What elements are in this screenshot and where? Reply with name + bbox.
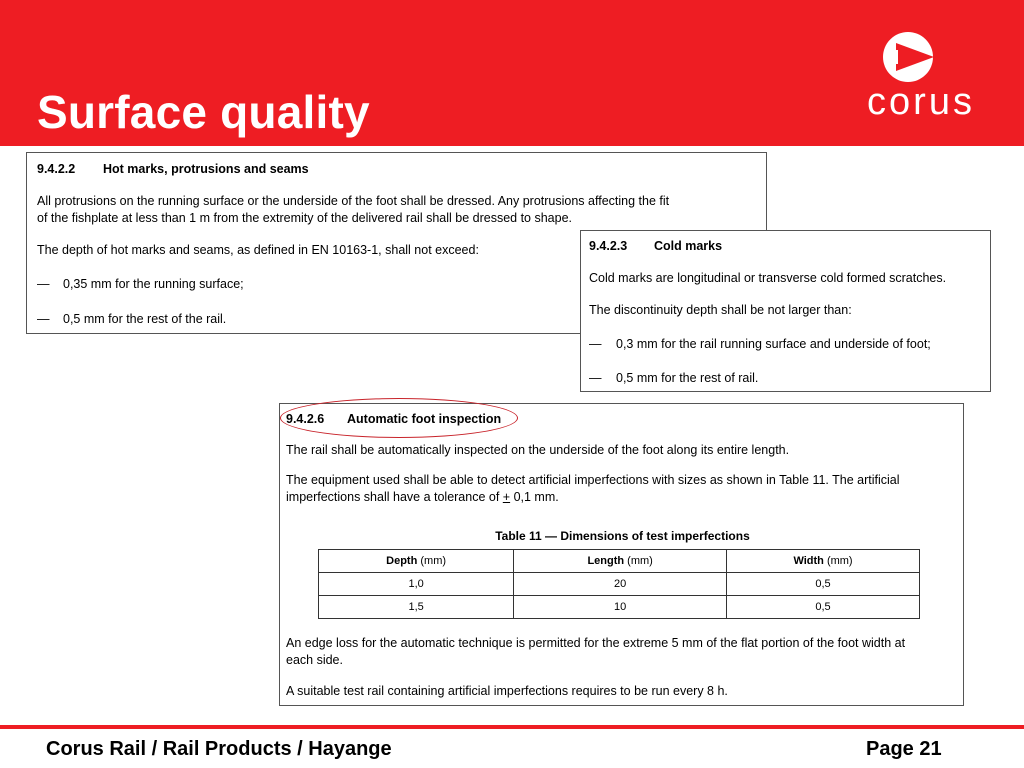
tolerance-text: imperfections shall have a tolerance of — [286, 490, 503, 504]
table-row — [319, 596, 920, 619]
highlight-ellipse — [280, 398, 518, 438]
table-caption: Table 11 — Dimensions of test imperfections — [495, 529, 750, 543]
footer-divider — [0, 725, 1024, 729]
section-cold-marks — [580, 230, 991, 392]
slide-header — [0, 0, 1024, 146]
table-cell: 0,5 — [727, 573, 920, 596]
imperfections-table — [318, 549, 920, 619]
section-title: Automatic foot inspection — [347, 412, 502, 426]
corus-logo — [856, 30, 986, 125]
table-cell: 10 — [514, 596, 727, 619]
table-cell: 20 — [514, 573, 727, 596]
list-dash: — — [37, 312, 50, 326]
list-item: 0,5 mm for the rest of rail. — [616, 371, 759, 385]
plus-minus-sign: + — [502, 490, 511, 504]
paragraph-line: All protrusions on the running surface or the underside of the foot shall be dressed. Any protrusions affecting the fit — [37, 194, 670, 208]
slide-title: Surface quality — [37, 86, 370, 138]
paragraph: Cold marks are longitudinal or transverse cold formed scratches. — [589, 271, 947, 285]
footer-title: Corus Rail / Rail Products / Hayange — [46, 738, 392, 760]
paragraph: The discontinuity depth shall be not larger than: — [589, 303, 852, 317]
paragraph-line — [286, 489, 559, 506]
table-header-cell: Width (mm) — [727, 550, 920, 573]
paragraph-line: of the fishplate at less than 1 m from the extremity of the delivered rail shall be dressed to shape. — [37, 211, 573, 225]
section-automatic-foot-inspection — [279, 403, 964, 706]
section-number: 9.4.2.2 — [37, 162, 76, 176]
paragraph: The depth of hot marks and seams, as defined in EN 10163-1, shall not exceed: — [37, 243, 479, 257]
list-dash: — — [589, 337, 602, 351]
paragraph: The rail shall be automatically inspected on the underside of the foot along its entire length. — [286, 443, 790, 457]
table-header-row — [319, 550, 920, 573]
paragraph-line: An edge loss for the automatic technique is permitted for the extreme 5 mm of the flat portion of the foot width at — [286, 636, 906, 650]
section-number: 9.4.2.6 — [286, 412, 325, 426]
table-cell: 1,5 — [319, 596, 514, 619]
list-item: 0,3 mm for the rail running surface and underside of foot; — [616, 337, 931, 351]
section-number: 9.4.2.3 — [589, 239, 628, 253]
list-item: 0,35 mm for the running surface; — [63, 277, 244, 291]
section-title: Hot marks, protrusions and seams — [103, 162, 309, 176]
table-header-cell: Length (mm) — [514, 550, 727, 573]
list-item: 0,5 mm for the rest of the rail. — [63, 312, 227, 326]
table-header-cell: Depth (mm) — [319, 550, 514, 573]
page-number: Page 21 — [866, 738, 942, 760]
logo-wordmark: corus — [867, 81, 975, 123]
table-row — [319, 573, 920, 596]
tolerance-value: 0,1 mm. — [510, 490, 559, 504]
paragraph-line: The equipment used shall be able to detect artificial imperfections with sizes as shown in Table 11. The artificial — [286, 473, 900, 487]
list-dash: — — [37, 277, 50, 291]
paragraph: A suitable test rail containing artificial imperfections requires to be run every 8 h. — [286, 684, 728, 698]
table-cell: 1,0 — [319, 573, 514, 596]
table-cell: 0,5 — [727, 596, 920, 619]
list-dash: — — [589, 371, 602, 385]
paragraph-line: each side. — [286, 653, 343, 667]
corus-logo-icon — [856, 30, 986, 85]
section-title: Cold marks — [654, 239, 723, 253]
